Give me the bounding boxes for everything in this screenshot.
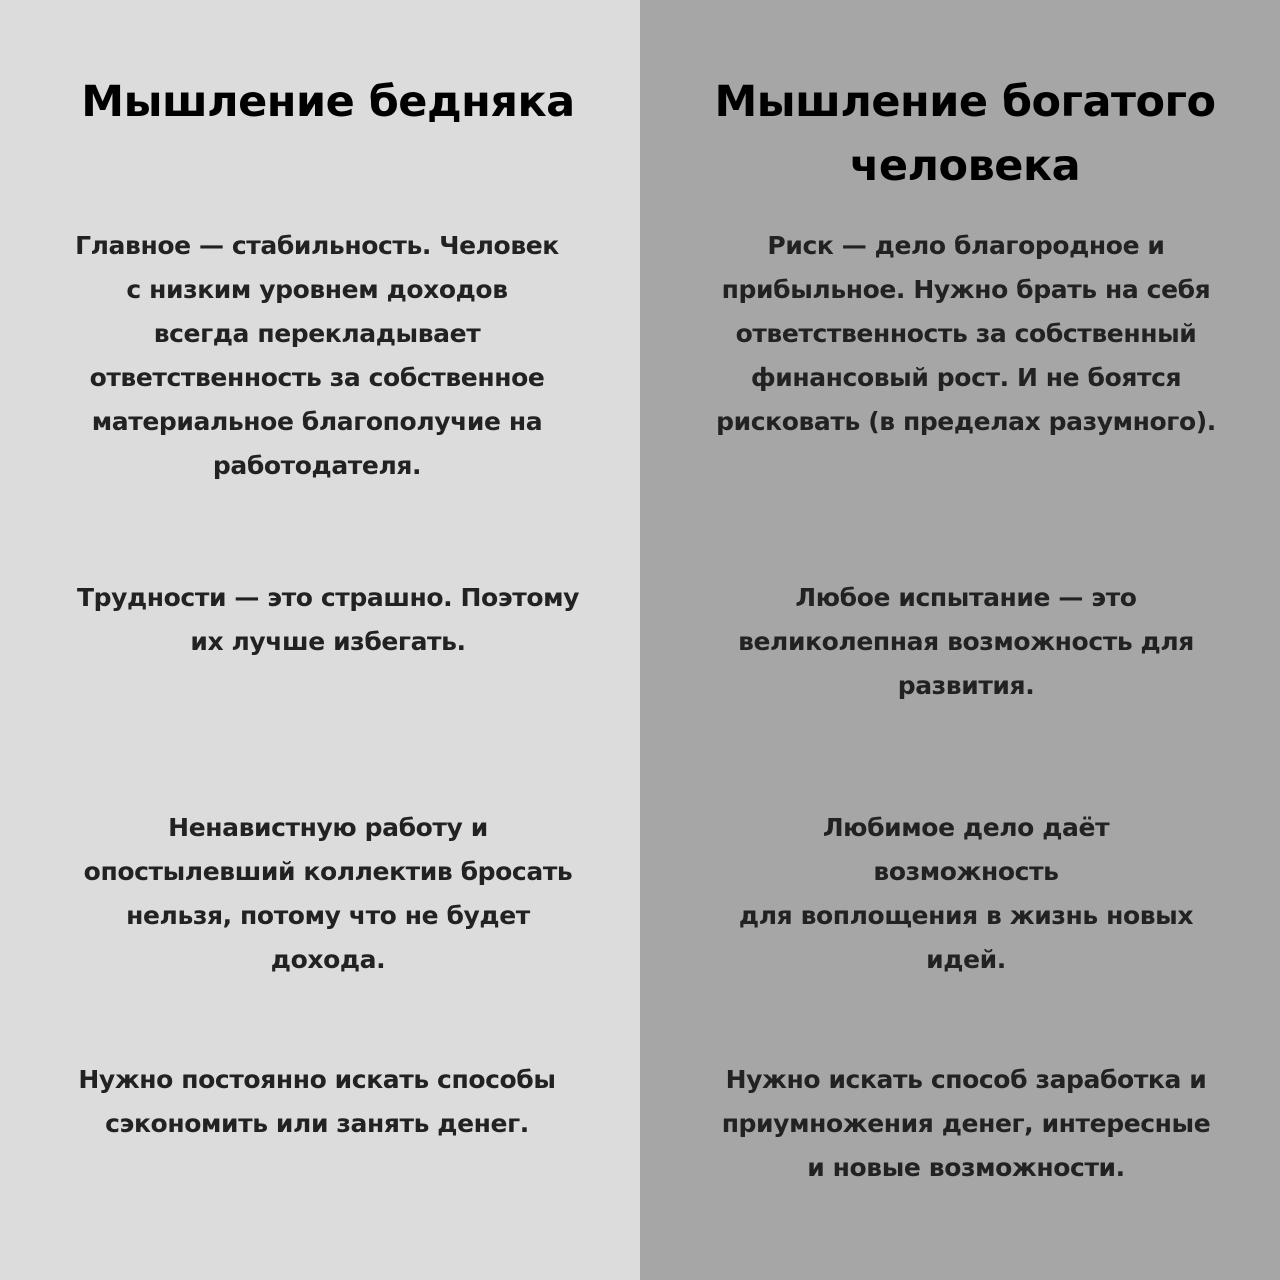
rich-mindset-item-2: Любое испытание — это великолепная возможность для развития. xyxy=(738,583,1194,700)
poor-mindset-item-2: Трудности — это страшно. Поэтому их лучше избегать. xyxy=(76,583,580,656)
rich-mindset-item-4: Нужно искать способ заработка и приумножения денег, интересные и новые возможности. xyxy=(721,1065,1211,1182)
poor-mindset-item-4: Нужно постоянно искать способы сэкономить или занять денег. xyxy=(78,1065,556,1138)
rich-mindset-item-1: Риск — дело благородное и прибыльное. Нужно брать на себя ответственность за собственный финансовый рост. И не боятся рисковать (в пределах разумного). xyxy=(716,231,1216,436)
rich-mindset-item-3: Любимое дело даёт возможность для воплощения в жизнь новых идей. xyxy=(738,813,1194,974)
poor-mindset-item-3: Ненавистную работу и опостылевший коллектив бросать нельзя, потому что не будет дохода. xyxy=(83,813,573,974)
rich-mindset-title: Мышление богатого человека xyxy=(714,77,1216,191)
poor-mindset-title: Мышление бедняка xyxy=(81,77,575,127)
poor-mindset-item-1: Главное — стабильность. Человек с низким уровнем доходов всегда перекладывает ответственность за собственное материальное благополучие на работодателя. xyxy=(75,231,559,480)
rich-mindset-column xyxy=(640,0,1280,1280)
